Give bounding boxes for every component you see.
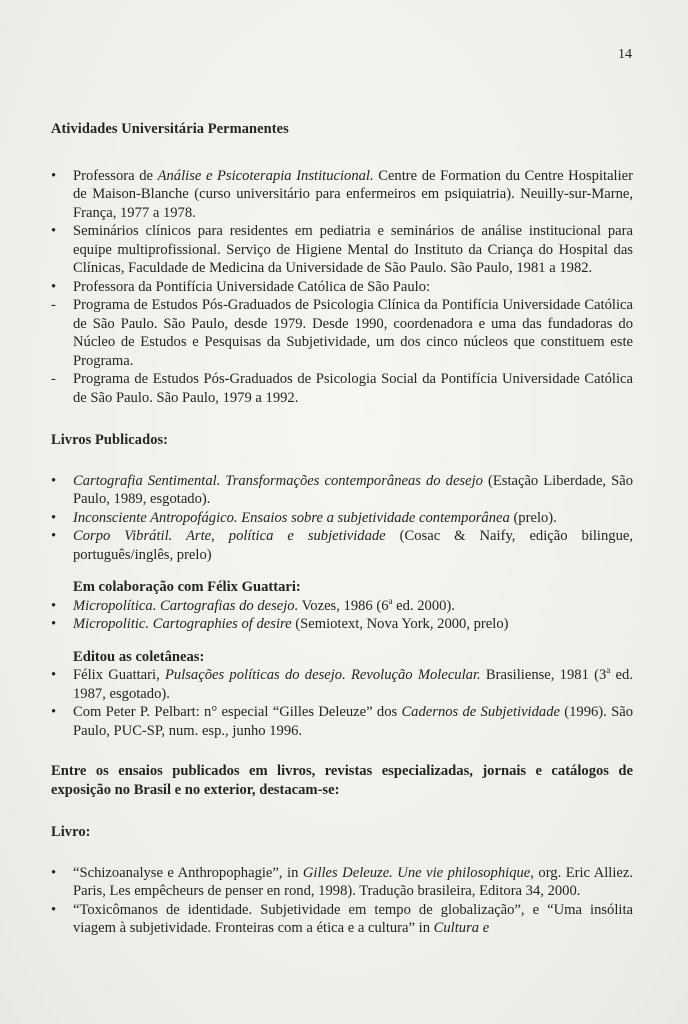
- list-colaboracao: [51, 597, 633, 634]
- bullet-marker: •: [51, 864, 57, 881]
- item-title: Análise e Psicoterapia Institucional.: [157, 167, 374, 184]
- bullet-marker: •: [51, 528, 57, 544]
- list-editou: [51, 666, 633, 740]
- list-item: [51, 615, 633, 634]
- heading-livro: Livro:: [51, 824, 91, 840]
- item-text: (Cosac & Naify, edição bilingue, português/inglês, prelo): [73, 528, 634, 563]
- list-item: [51, 527, 633, 564]
- list-item: [51, 666, 633, 703]
- bullet-marker: •: [51, 167, 57, 184]
- list-item: [51, 864, 633, 901]
- list-livros: [51, 472, 633, 565]
- dash-marker: -: [51, 371, 56, 387]
- item-text: Professora de: [73, 167, 158, 184]
- item-title: Gilles Deleuze. Une vie philosophique: [302, 864, 531, 881]
- bullet-marker: •: [51, 704, 57, 720]
- list-item: [51, 222, 633, 278]
- list-item: [51, 370, 633, 407]
- item-text: (Semiotext, Nova York, 2000, prelo): [291, 616, 509, 632]
- list-item: [51, 597, 633, 616]
- item-text: ed. 2000).: [392, 597, 455, 614]
- list-livro: [51, 864, 633, 938]
- list-item: [51, 167, 633, 223]
- item-text: Com Peter P. Pelbart: n° especial “Gilles Deleuze” dos: [73, 704, 402, 720]
- item-text: Félix Guattari,: [73, 667, 165, 683]
- heading-atividades: Atividades Universitária Permanentes: [51, 121, 289, 137]
- heading-livros-publicados: Livros Publicados:: [51, 432, 169, 448]
- item-title: Cadernos de Subjetividade: [401, 704, 560, 720]
- list-item: [51, 703, 633, 740]
- item-title: Micropolítica. Cartografias do desejo.: [73, 597, 299, 614]
- list-item: [51, 278, 633, 297]
- item-text: Vozes, 1986 (6: [298, 597, 389, 614]
- page-number: 14: [618, 47, 632, 62]
- bullet-marker: •: [51, 667, 57, 683]
- item-text: (Estação Liberdade, São Paulo, 1989, esgotado).: [73, 472, 634, 507]
- item-text: (1996). São Paulo, PUC-SP, num. esp., junho 1996.: [73, 704, 633, 739]
- item-title: Cultura e: [433, 920, 490, 936]
- item-text: ed. 1987, esgotado).: [73, 667, 633, 702]
- bullet-marker: •: [51, 223, 57, 239]
- heading-editou: Editou as coletâneas:: [73, 648, 205, 665]
- item-text: Centre de Formation du Centre Hospitalier de Maison-Blanche (curso universitário para enfermeiros em psiquiatria). Neuilly-sur-Marne, França, 1977 a 1978.: [73, 167, 634, 221]
- item-title: Inconsciente Antropofágico. Ensaios sobre a subjetividade contemporânea: [73, 509, 510, 526]
- item-text: Programa de Estudos Pós-Graduados de Psicologia Social da Pontifícia Universidade Católica de São Paulo. São Paulo, 1979 a 1992.: [73, 371, 633, 406]
- item-text: , org. Eric Alliez. Paris, Les empêcheurs de penser en rond, 1998). Tradução brasileira, Editora 34, 2000.: [73, 864, 633, 899]
- list-item: [51, 901, 633, 938]
- bullet-marker: •: [51, 597, 57, 614]
- item-title: Micropolitic. Cartographies of desire: [73, 616, 292, 632]
- dash-marker: -: [51, 297, 56, 313]
- superscript: a: [388, 595, 393, 606]
- heading-colaboracao: Em colaboração com Félix Guattari:: [73, 579, 301, 595]
- bullet-marker: •: [51, 509, 57, 526]
- bullet-marker: •: [51, 901, 57, 918]
- bullet-marker: •: [51, 616, 57, 632]
- item-title: Corpo Vibrátil. Arte, política e subjetividade: [73, 528, 386, 544]
- list-item: [51, 472, 633, 509]
- item-text: “Toxicômanos de identidade. Subjetividade em tempo de globalização”, e “Uma insólita viagem à subjetividade. Fronteiras com a ética e a cultura” in: [73, 901, 633, 936]
- item-text: Programa de Estudos Pós-Graduados de Psicologia Clínica da Pontifícia Universidade Católica de São Paulo. São Paulo, desde 1979. Desde 1990, coordenadora e uma das fundadoras do Núcleo de Estudos e Pesquisas da Subjetividade, um dos cinco núcleos que constituem este Programa.: [73, 297, 633, 369]
- item-title: Cartografia Sentimental. Transformações contemporâneas do desejo: [73, 472, 483, 489]
- item-text: “Schizoanalyse e Anthropophagie”, in: [73, 864, 303, 881]
- essays-intro: Entre os ensaios publicados em livros, revistas especializadas, jornais e catálogos de exposição no Brasil e no exterior, destacam-se:: [51, 763, 633, 798]
- superscript: a: [606, 665, 611, 676]
- list-item: [51, 296, 633, 370]
- list-atividades: [51, 167, 633, 408]
- item-text: Seminários clínicos para residentes em pediatria e seminários de análise institucional para equipe multiprofissional. Serviço de Higiene Mental do Instituto da Criança do Hospital das Clínicas, Faculdade de Medicina da Universidade de São Paulo. São Paulo, 1981 a 1982.: [73, 223, 633, 276]
- bullet-marker: •: [51, 472, 57, 489]
- bullet-marker: •: [51, 278, 57, 295]
- item-title: Pulsações políticas do desejo. Revolução Molecular.: [164, 667, 481, 683]
- list-item: [51, 509, 633, 528]
- item-text: (prelo).: [509, 509, 557, 526]
- item-text: Professora da Pontifícia Universidade Católica de São Paulo:: [73, 278, 431, 295]
- item-text: Brasiliense, 1981 (3: [480, 667, 607, 683]
- page-content: [51, 120, 633, 938]
